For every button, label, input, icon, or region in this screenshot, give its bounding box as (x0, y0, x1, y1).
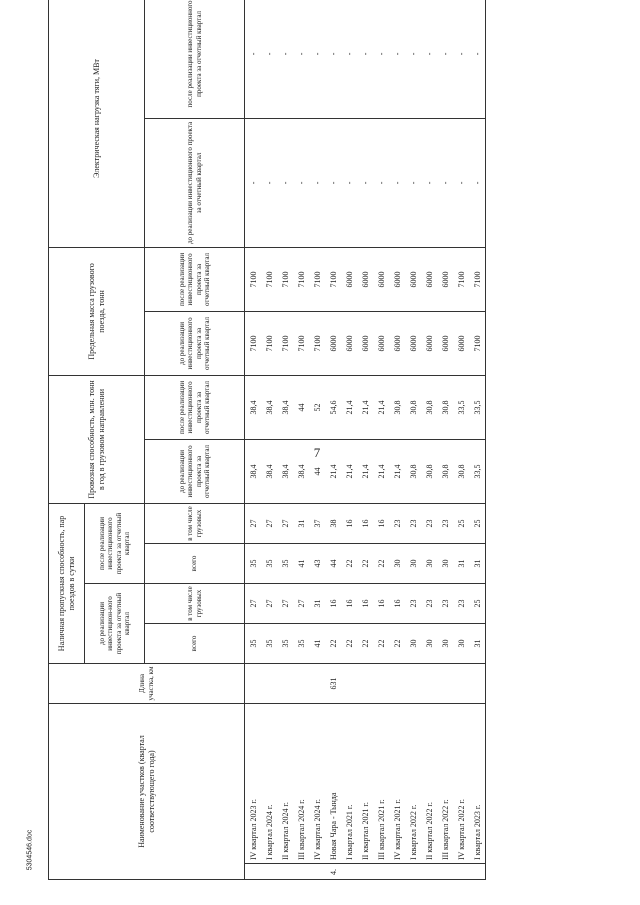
cap-total-before: 22 (389, 624, 405, 664)
mass-after: 7100 (245, 247, 262, 311)
cap-total-before: 22 (373, 624, 389, 664)
table-row (437, 0, 453, 880)
load-after: - (245, 0, 262, 118)
load-after: - (309, 0, 325, 118)
mass-after: 7100 (277, 247, 293, 311)
table-row (453, 0, 469, 880)
mass-before: 6000 (421, 311, 437, 375)
throughput-before: 21,4 (341, 439, 357, 503)
row-name: IV квартал 2024 г. (309, 704, 325, 864)
table-row (341, 0, 357, 880)
row-name: Новая Чара - Тында (325, 704, 341, 864)
header-load-after: после реализации инвестиционного проекта за отчетный квартал (145, 0, 245, 118)
load-after: - (357, 0, 373, 118)
table-row (469, 0, 486, 880)
row-name: III квартал 2021 г. (373, 704, 389, 864)
row-name: I квартал 2021 г. (341, 704, 357, 864)
header-throughput-after: после реализации инвестиционного проекта за отчетный квартал (145, 375, 245, 439)
table-row (309, 0, 325, 880)
row-number (277, 864, 293, 880)
cap-freight-before: 23 (421, 584, 437, 624)
throughput-before: 21,4 (325, 439, 341, 503)
cap-total-after: 31 (469, 544, 486, 584)
row-length (373, 664, 389, 704)
header-mass-after: после реализации инвестиционного проекта за отчетный квартал (145, 247, 245, 311)
mass-after: 7100 (325, 247, 341, 311)
throughput-before: 38,4 (245, 439, 262, 503)
throughput-before: 30,8 (437, 439, 453, 503)
mass-after: 6000 (373, 247, 389, 311)
cap-freight-before: 16 (373, 584, 389, 624)
cap-freight-before: 16 (341, 584, 357, 624)
cap-freight-after: 37 (309, 503, 325, 543)
capacity-table (48, 0, 486, 880)
cap-total-after: 30 (389, 544, 405, 584)
row-number: 4. (325, 864, 341, 880)
cap-freight-after: 16 (341, 503, 357, 543)
cap-total-before: 30 (405, 624, 421, 664)
table-row (277, 0, 293, 880)
cap-total-after: 41 (293, 544, 309, 584)
throughput-after: 38,4 (245, 375, 262, 439)
load-before: - (437, 118, 453, 247)
row-name: III квартал 2024 г. (293, 704, 309, 864)
load-before: - (357, 118, 373, 247)
header-throughput-group: Провозная способность, млн. тонн в год в грузовом направлении (49, 375, 145, 503)
load-after: - (373, 0, 389, 118)
row-number (421, 864, 437, 880)
load-after: - (389, 0, 405, 118)
cap-freight-before: 27 (293, 584, 309, 624)
load-before: - (389, 118, 405, 247)
load-before: - (373, 118, 389, 247)
mass-before: 6000 (389, 311, 405, 375)
mass-before: 7100 (469, 311, 486, 375)
cap-total-after: 22 (373, 544, 389, 584)
cap-total-after: 30 (405, 544, 421, 584)
load-before: - (405, 118, 421, 247)
row-name: IV квартал 2023 г. (245, 704, 262, 864)
mass-after: 6000 (421, 247, 437, 311)
header-mass-group: Предельная масса грузового поезда, тонн (49, 247, 145, 375)
throughput-after: 54,6 (325, 375, 341, 439)
cap-freight-after: 16 (357, 503, 373, 543)
row-length (261, 664, 277, 704)
load-after: - (277, 0, 293, 118)
mass-before: 6000 (453, 311, 469, 375)
row-number (469, 864, 486, 880)
cap-total-before: 35 (293, 624, 309, 664)
load-before: - (453, 118, 469, 247)
mass-before: 7100 (293, 311, 309, 375)
cap-freight-after: 23 (421, 503, 437, 543)
table-row (245, 0, 262, 880)
mass-after: 6000 (437, 247, 453, 311)
load-after: - (469, 0, 486, 118)
mass-before: 6000 (341, 311, 357, 375)
header-total-2: всего (145, 544, 245, 584)
row-number (261, 864, 277, 880)
cap-freight-after: 23 (437, 503, 453, 543)
cap-freight-before: 16 (325, 584, 341, 624)
throughput-after: 33,5 (453, 375, 469, 439)
cap-freight-before: 16 (389, 584, 405, 624)
load-before: - (469, 118, 486, 247)
cap-freight-before: 23 (453, 584, 469, 624)
throughput-before: 30,8 (421, 439, 437, 503)
cap-freight-after: 27 (261, 503, 277, 543)
load-before: - (293, 118, 309, 247)
mass-after: 7100 (469, 247, 486, 311)
throughput-before: 30,8 (453, 439, 469, 503)
load-after: - (405, 0, 421, 118)
row-number (453, 864, 469, 880)
cap-total-after: 22 (341, 544, 357, 584)
table-row (357, 0, 373, 880)
mass-after: 6000 (405, 247, 421, 311)
row-name: I квартал 2022 г. (405, 704, 421, 864)
row-number (373, 864, 389, 880)
cap-total-before: 30 (453, 624, 469, 664)
header-freight-2: в том числе грузовых (145, 503, 245, 543)
load-before: - (341, 118, 357, 247)
cap-freight-after: 27 (245, 503, 262, 543)
header-name: Наименование участков (квартал соответствующего года) (49, 704, 245, 880)
throughput-after: 30,8 (389, 375, 405, 439)
load-before: - (325, 118, 341, 247)
cap-total-before: 41 (309, 624, 325, 664)
cap-freight-after: 38 (325, 503, 341, 543)
mass-before: 7100 (261, 311, 277, 375)
row-length (277, 664, 293, 704)
load-before: - (261, 118, 277, 247)
table-row (261, 0, 277, 880)
cap-total-after: 30 (421, 544, 437, 584)
load-after: - (293, 0, 309, 118)
load-after: - (261, 0, 277, 118)
cap-freight-before: 25 (469, 584, 486, 624)
cap-freight-after: 25 (453, 503, 469, 543)
row-length (389, 664, 405, 704)
throughput-before: 21,4 (357, 439, 373, 503)
mass-after: 7100 (293, 247, 309, 311)
row-name: II квартал 2021 г. (357, 704, 373, 864)
cap-freight-after: 27 (277, 503, 293, 543)
throughput-after: 44 (293, 375, 309, 439)
row-number (341, 864, 357, 880)
mass-after: 6000 (341, 247, 357, 311)
row-name: II квартал 2022 г. (421, 704, 437, 864)
throughput-after: 21,4 (357, 375, 373, 439)
row-number (293, 864, 309, 880)
load-before: - (245, 118, 262, 247)
cap-freight-before: 16 (357, 584, 373, 624)
row-name: I квартал 2024 г. (261, 704, 277, 864)
cap-total-before: 22 (325, 624, 341, 664)
cap-total-after: 43 (309, 544, 325, 584)
load-after: - (341, 0, 357, 118)
cap-freight-after: 23 (389, 503, 405, 543)
throughput-after: 30,8 (421, 375, 437, 439)
cap-total-after: 30 (437, 544, 453, 584)
cap-freight-before: 27 (261, 584, 277, 624)
table-row (325, 0, 341, 880)
mass-before: 7100 (277, 311, 293, 375)
header-load-before: до реализации инвестиционного проекта за отчетный квартал (145, 118, 245, 247)
throughput-before: 33,5 (469, 439, 486, 503)
row-length (309, 664, 325, 704)
row-name: I квартал 2023 г. (469, 704, 486, 864)
throughput-after: 38,4 (277, 375, 293, 439)
cap-total-before: 30 (437, 624, 453, 664)
cap-total-before: 30 (421, 624, 437, 664)
cap-total-before: 22 (341, 624, 357, 664)
table-row (405, 0, 421, 880)
cap-total-after: 35 (245, 544, 262, 584)
row-length (469, 664, 486, 704)
mass-before: 7100 (245, 311, 262, 375)
throughput-before: 21,4 (389, 439, 405, 503)
mass-before: 6000 (357, 311, 373, 375)
mass-before: 6000 (325, 311, 341, 375)
row-number (389, 864, 405, 880)
throughput-before: 38,4 (293, 439, 309, 503)
cap-freight-after: 16 (373, 503, 389, 543)
cap-total-before: 31 (469, 624, 486, 664)
page-number: 7 (313, 445, 321, 460)
row-length (437, 664, 453, 704)
rotated-table-sheet (48, 0, 608, 880)
header-load-group: Электрическая нагрузка тяги, МВт (49, 0, 145, 247)
throughput-after: 38,4 (261, 375, 277, 439)
header-mass-before: до реализации инвестиционного проекта за отчетный квартал (145, 311, 245, 375)
header-total-1: всего (145, 624, 245, 664)
header-throughput-before: до реализации инвестиционного проекта за отчетный квартал (145, 439, 245, 503)
cap-total-before: 22 (357, 624, 373, 664)
cap-freight-before: 23 (437, 584, 453, 624)
header-freight-1: в том числе грузовых (145, 584, 245, 624)
cap-total-after: 44 (325, 544, 341, 584)
load-before: - (421, 118, 437, 247)
cap-freight-after: 31 (293, 503, 309, 543)
mass-after: 7100 (261, 247, 277, 311)
load-after: - (453, 0, 469, 118)
table-row (389, 0, 405, 880)
row-name: IV квартал 2021 г. (389, 704, 405, 864)
row-number (437, 864, 453, 880)
header-cap-after: после реализации инвестиционного проекта за отчетный квартал (85, 503, 145, 583)
load-before: - (309, 118, 325, 247)
cap-freight-before: 31 (309, 584, 325, 624)
throughput-before: 38,4 (277, 439, 293, 503)
row-length: 631 (325, 664, 341, 704)
table-body (245, 0, 486, 880)
row-length (421, 664, 437, 704)
cap-freight-after: 25 (469, 503, 486, 543)
cap-total-after: 31 (453, 544, 469, 584)
row-name: III квартал 2022 г. (437, 704, 453, 864)
mass-after: 7100 (453, 247, 469, 311)
throughput-before: 44 (309, 439, 325, 503)
load-after: - (437, 0, 453, 118)
cap-total-before: 35 (261, 624, 277, 664)
throughput-after: 21,4 (373, 375, 389, 439)
row-name: IV квартал 2022 г. (453, 704, 469, 864)
load-after: - (325, 0, 341, 118)
throughput-after: 33,5 (469, 375, 486, 439)
row-length (245, 664, 262, 704)
row-number (245, 864, 262, 880)
cap-total-after: 35 (261, 544, 277, 584)
header-length: Длина участка, км (49, 664, 245, 704)
throughput-after: 52 (309, 375, 325, 439)
mass-after: 6000 (389, 247, 405, 311)
cap-freight-before: 23 (405, 584, 421, 624)
header-capacity-group: Наличная пропускная способность, пар поездов в сутки (49, 503, 85, 663)
mass-before: 6000 (405, 311, 421, 375)
mass-after: 7100 (309, 247, 325, 311)
throughput-after: 21,4 (341, 375, 357, 439)
row-number (405, 864, 421, 880)
mass-before: 7100 (309, 311, 325, 375)
footer-filename: 5304546.doc (26, 829, 34, 871)
throughput-before: 38,4 (261, 439, 277, 503)
table-row (421, 0, 437, 880)
cap-total-after: 35 (277, 544, 293, 584)
row-name: II квартал 2024 г. (277, 704, 293, 864)
cap-freight-after: 23 (405, 503, 421, 543)
mass-before: 6000 (373, 311, 389, 375)
cap-total-after: 22 (357, 544, 373, 584)
cap-total-before: 35 (245, 624, 262, 664)
throughput-after: 30,8 (405, 375, 421, 439)
cap-total-before: 35 (277, 624, 293, 664)
mass-before: 6000 (437, 311, 453, 375)
row-length (293, 664, 309, 704)
row-length (405, 664, 421, 704)
row-number (309, 864, 325, 880)
load-after: - (421, 0, 437, 118)
row-length (357, 664, 373, 704)
mass-after: 6000 (357, 247, 373, 311)
table-row (373, 0, 389, 880)
table-row (293, 0, 309, 880)
cap-freight-before: 27 (245, 584, 262, 624)
row-length (453, 664, 469, 704)
row-length (341, 664, 357, 704)
row-number (357, 864, 373, 880)
load-before: - (277, 118, 293, 247)
throughput-before: 30,8 (405, 439, 421, 503)
throughput-after: 30,8 (437, 375, 453, 439)
header-cap-before: до реализации инвестицион-ного проекта за отчетный квартал (85, 584, 145, 664)
throughput-before: 21,4 (373, 439, 389, 503)
cap-freight-before: 27 (277, 584, 293, 624)
